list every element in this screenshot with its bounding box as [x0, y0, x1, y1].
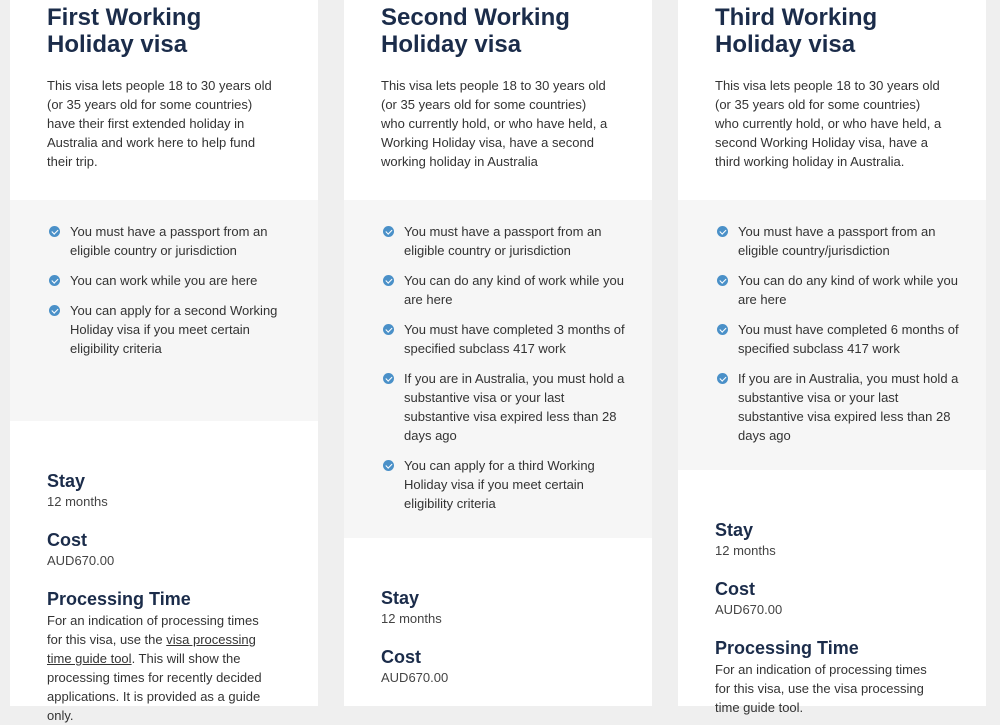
stay-value: 12 months: [715, 543, 776, 558]
eligibility-list: [10, 200, 318, 421]
processing-time-label: Processing Time: [715, 638, 859, 658]
visa-info: [715, 519, 955, 717]
list-item: If you are in Australia, you must hold a substantive visa or your last substantive visa expired less than 28 days ago: [678, 369, 986, 445]
check-circle-icon: [383, 324, 394, 335]
list-item: You must have a passport from an eligible country/jurisdiction: [678, 222, 986, 260]
card-title: Second Working Holiday visa: [381, 4, 570, 58]
check-circle-icon: [383, 226, 394, 237]
list-item: You can apply for a second Working Holiday visa if you meet certain eligibility criteria: [10, 301, 318, 358]
list-item: You can work while you are here: [10, 271, 318, 290]
stay-value: 12 months: [381, 611, 442, 626]
list-item: If you are in Australia, you must hold a substantive visa or your last substantive visa expired less than 28 days ago: [344, 369, 652, 445]
stay-label: Stay: [381, 588, 420, 608]
cost-value: AUD670.00: [381, 670, 449, 685]
visa-card-second: [344, 0, 652, 706]
list-item: You must have a passport from an eligible country or jurisdiction: [10, 222, 318, 260]
list-item: You can apply for a third Working Holiday visa if you meet certain eligibility criteria: [344, 456, 652, 513]
card-description: This visa lets people 18 to 30 years old (or 35 years old for some countries) who currently hold, or who have held, a Working Holiday visa, have a second working holiday in Australia: [381, 78, 608, 169]
list-item: You must have completed 3 months of specified subclass 417 work: [344, 320, 652, 358]
cost-label: Cost: [47, 530, 87, 550]
check-circle-icon: [717, 226, 728, 237]
processing-time-label: Processing Time: [47, 589, 191, 609]
visa-info: [47, 470, 287, 725]
check-circle-icon: [49, 305, 60, 316]
check-circle-icon: [717, 275, 728, 286]
check-circle-icon: [383, 373, 394, 384]
card-description: This visa lets people 18 to 30 years old (or 35 years old for some countries) who currently hold, or who have held, a second Working Holiday visa, have a third working holiday in Australia.: [715, 78, 942, 169]
check-circle-icon: [49, 226, 60, 237]
cost-value: AUD670.00: [47, 553, 115, 568]
list-item: You can do any kind of work while you are here: [678, 271, 986, 309]
eligibility-list: [344, 200, 652, 538]
cost-label: Cost: [715, 579, 755, 599]
card-title: First Working Holiday visa: [47, 4, 202, 58]
check-circle-icon: [383, 460, 394, 471]
stay-label: Stay: [47, 471, 86, 491]
stay-value: 12 months: [47, 494, 108, 509]
card-title: Third Working Holiday visa: [715, 4, 878, 58]
stay-label: Stay: [715, 520, 754, 540]
check-circle-icon: [383, 275, 394, 286]
check-circle-icon: [49, 275, 60, 286]
processing-time-tool-link[interactable]: visa processing time guide tool: [47, 632, 256, 666]
visa-card-third: [678, 0, 986, 715]
check-circle-icon: [717, 373, 728, 384]
card-description: This visa lets people 18 to 30 years old (or 35 years old for some countries) have their first extended holiday in Australia and work here to help fund their trip.: [47, 78, 272, 169]
cost-label: Cost: [381, 647, 421, 667]
list-item: You can do any kind of work while you are here: [344, 271, 652, 309]
visa-info: [381, 587, 621, 705]
processing-time-text: For an indication of processing times for this visa, use the visa processing time guide tool.: [715, 662, 927, 715]
list-item: You must have completed 6 months of specified subclass 417 work: [678, 320, 986, 358]
cost-value: AUD670.00: [715, 602, 783, 617]
list-item: You must have a passport from an eligible country or jurisdiction: [344, 222, 652, 260]
eligibility-list: [678, 200, 986, 470]
check-circle-icon: [717, 324, 728, 335]
processing-time-text: For an indication of processing times for this visa, use the visa processing time guide tool. This will show the processing times for recently decided applications. It is provided as a guide only.: [47, 613, 262, 723]
visa-card-first: [10, 0, 318, 723]
